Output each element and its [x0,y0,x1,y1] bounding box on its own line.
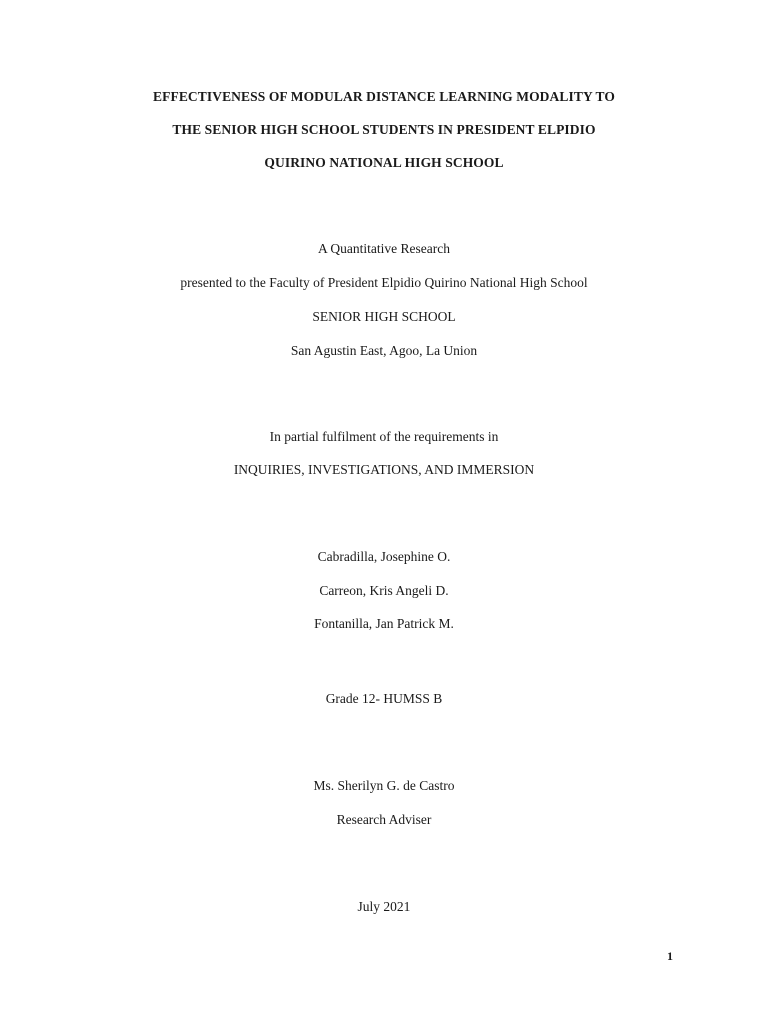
presented-to: presented to the Faculty of President Elpidio Quirino National High School [180,275,588,290]
department: SENIOR HIGH SCHOOL [312,309,456,324]
submission-date: July 2021 [357,899,411,914]
research-type: A Quantitative Research [318,241,450,256]
title-line-3: QUIRINO NATIONAL HIGH SCHOOL [264,155,504,170]
requirement-subject: INQUIRIES, INVESTIGATIONS, AND IMMERSION [233,462,535,477]
grade-section: Grade 12- HUMSS B [325,691,443,706]
requirement-intro: In partial fulfilment of the requirements in [269,429,499,444]
title-line-2: THE SENIOR HIGH SCHOOL STUDENTS IN PRESIDENT ELPIDIO [172,122,596,137]
page-number: 1 [667,949,673,963]
title-line-1: EFFECTIVENESS OF MODULAR DISTANCE LEARNING MODALITY TO [153,89,615,104]
adviser-role: Research Adviser [336,812,432,827]
school-address: San Agustin East, Agoo, La Union [290,343,478,358]
author-1: Cabradilla, Josephine O. [317,549,451,564]
adviser-name: Ms. Sherilyn G. de Castro [313,778,455,793]
author-2: Carreon, Kris Angeli D. [319,583,449,598]
author-3: Fontanilla, Jan Patrick M. [314,616,454,631]
